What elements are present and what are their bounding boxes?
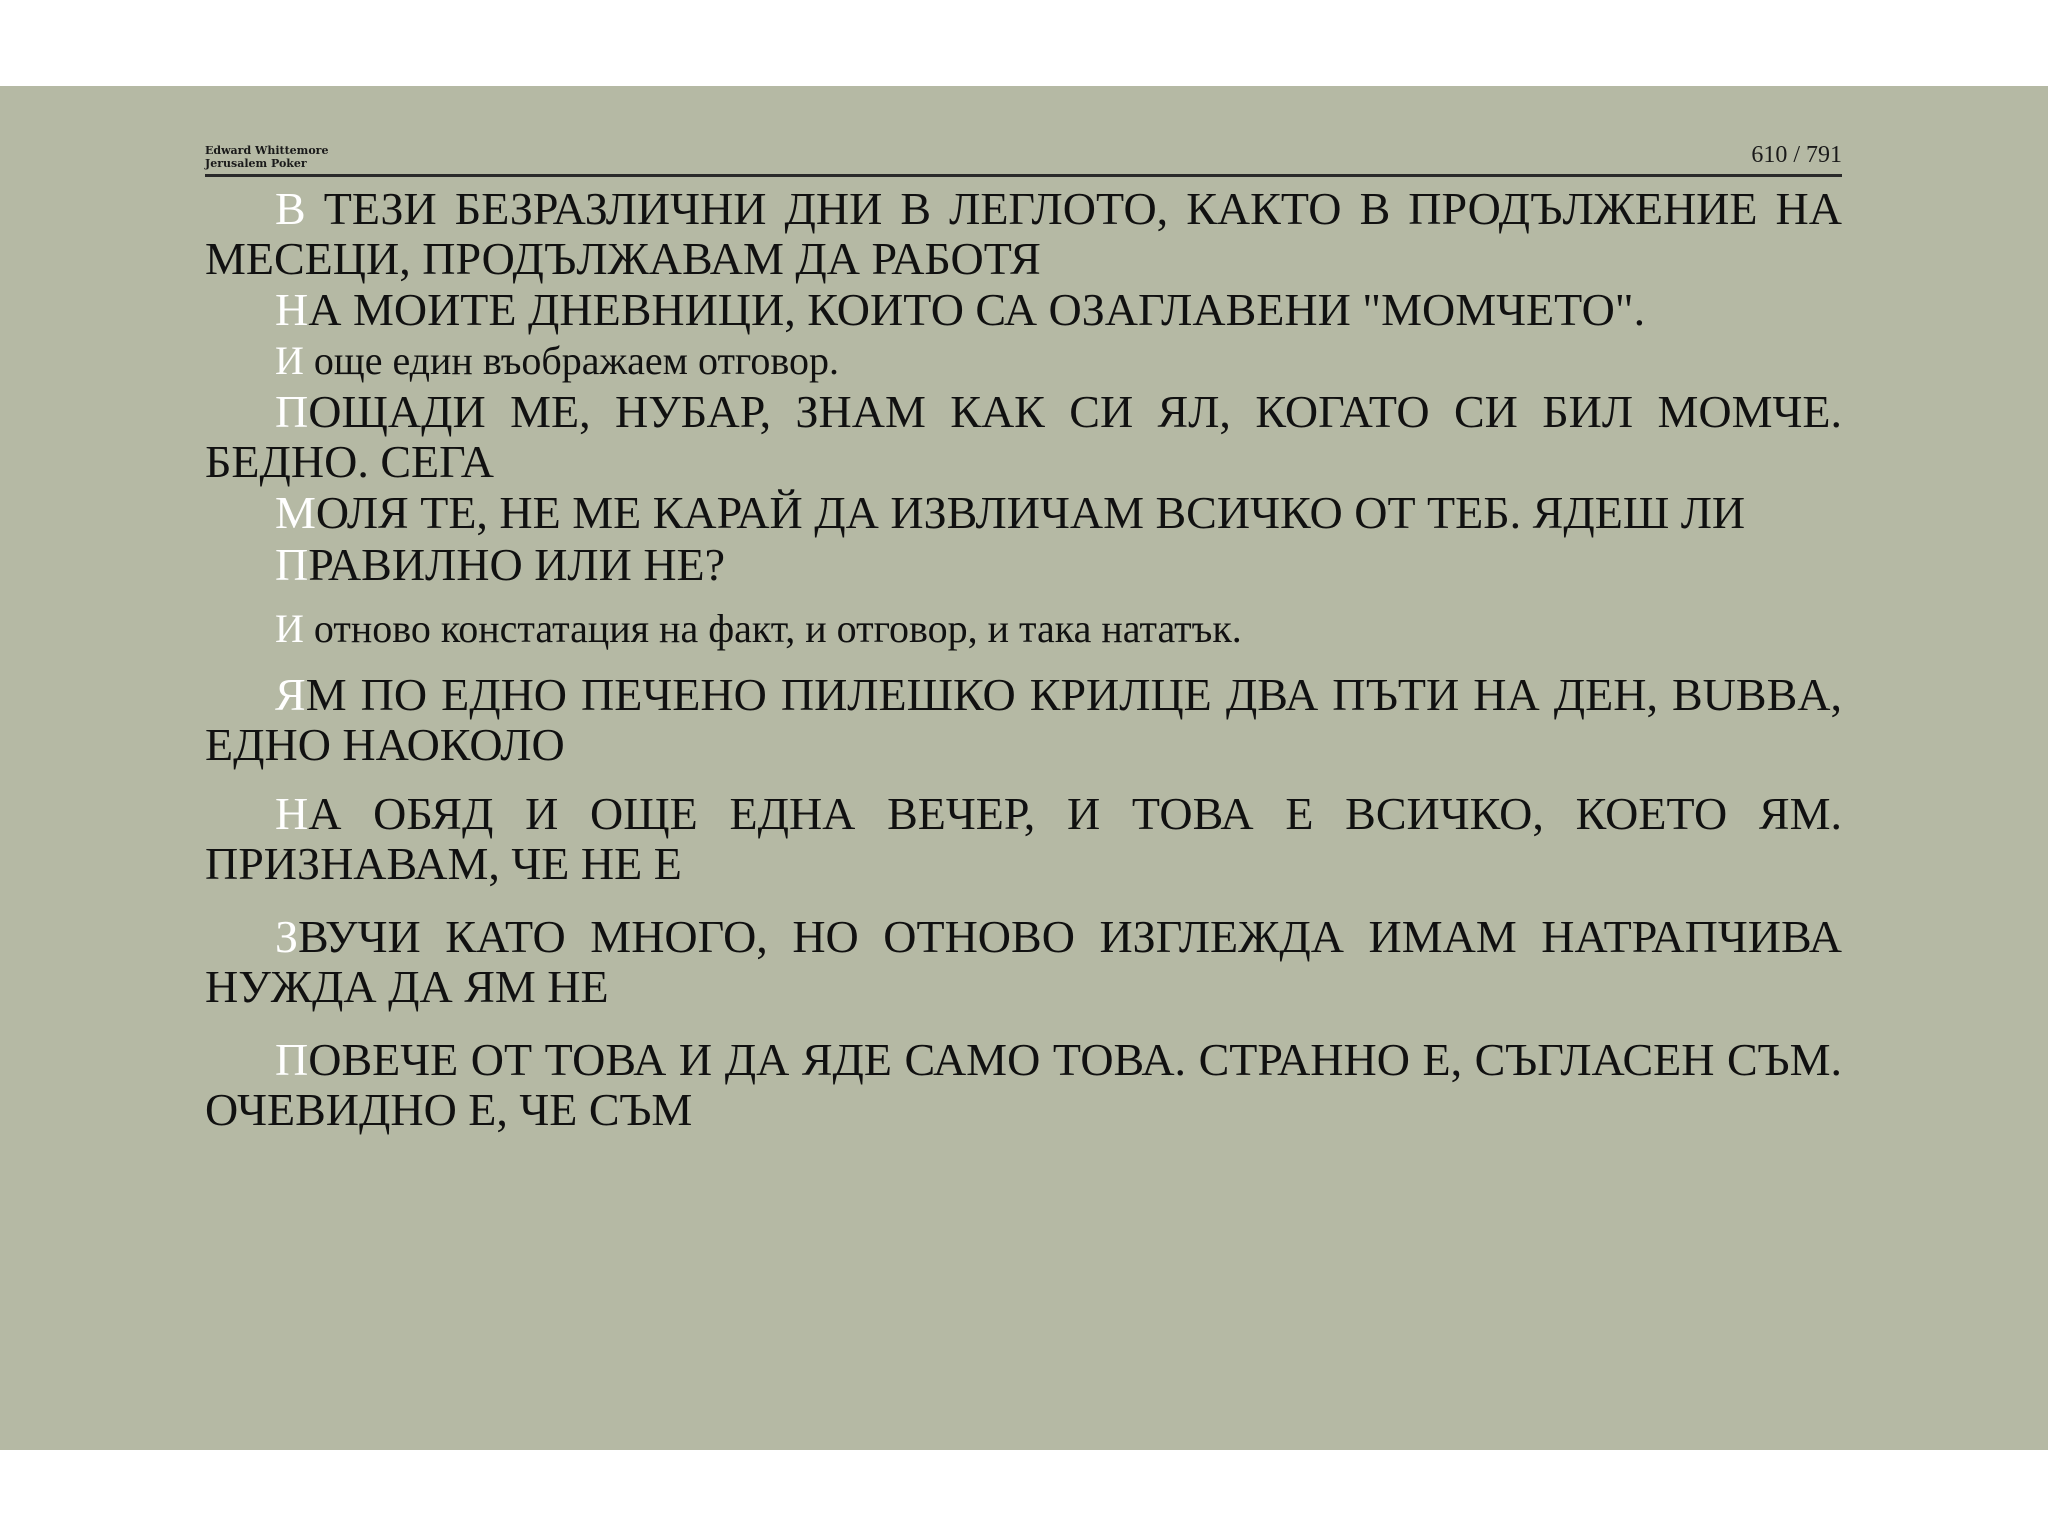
drop-initial: П: [275, 1034, 309, 1085]
drop-initial: И: [275, 606, 304, 651]
paragraph-text: А ОБЯД И ОЩЕ ЕДНА ВЕЧЕР, И ТОВА Е ВСИЧКО, КОЕТО ЯМ. ПРИЗНАВАМ, ЧЕ НЕ Е: [205, 788, 1842, 889]
paragraph-text: още един въображаем отговор.: [303, 338, 839, 383]
drop-initial: П: [275, 386, 309, 437]
paragraph: [205, 540, 1842, 590]
drop-initial: Н: [275, 284, 309, 335]
paragraph-text: РАВИЛНО ИЛИ НЕ?: [308, 539, 726, 590]
paragraph: [205, 285, 1842, 335]
page-header: [205, 134, 1842, 177]
page-indicator: 610 / 791: [1751, 142, 1842, 168]
paragraph: [205, 387, 1842, 487]
paragraph-text: М ПО ЕДНО ПЕЧЕНО ПИЛЕШКО КРИЛЦЕ ДВА ПЪТИ НА ДЕН, BUBBA, ЕДНО НАОКОЛО: [205, 669, 1842, 770]
paragraph: [205, 789, 1842, 889]
drop-initial: П: [275, 539, 309, 590]
author-name: Edward Whittemore: [205, 144, 329, 157]
paragraph-text: ВУЧИ КАТО МНОГО, НО ОТНОВО ИЗГЛЕЖДА ИМАМ НАТРАПЧИВА НУЖДА ДА ЯМ НЕ: [205, 911, 1842, 1012]
paragraph-text: ОЛЯ ТЕ, НЕ МЕ КАРАЙ ДА ИЗВЛИЧАМ ВСИЧКО ОТ ТЕБ. ЯДЕШ ЛИ: [315, 487, 1746, 538]
page-body: [205, 184, 1842, 1135]
paragraph-text: ТЕЗИ БЕЗРАЗЛИЧНИ ДНИ В ЛЕГЛОТО, КАКТО В ПРОДЪЛЖЕНИЕ НА МЕСЕЦИ, ПРОДЪЛЖАВАМ ДА РАБОТЯ: [205, 183, 1842, 284]
paragraph: [205, 670, 1842, 770]
drop-initial: В: [275, 183, 306, 234]
paragraph: [205, 912, 1842, 1012]
paragraph-text: отново констатация на факт, и отговор, и така нататък.: [303, 606, 1242, 651]
paragraph: [205, 604, 1842, 654]
drop-initial: Н: [275, 788, 309, 839]
paragraph-text: А МОИТЕ ДНЕВНИЦИ, КОИТО СА ОЗАГЛАВЕНИ "МОМЧЕТО".: [308, 284, 1646, 335]
paragraph-text: ОЩАДИ МЕ, НУБАР, ЗНАМ КАК СИ ЯЛ, КОГАТО СИ БИЛ МОМЧЕ. БЕДНО. СЕГА: [205, 386, 1842, 487]
drop-initial: З: [275, 911, 299, 962]
drop-initial: М: [275, 487, 316, 538]
drop-initial: И: [275, 338, 304, 383]
paragraph-text: ОВЕЧЕ ОТ ТОВА И ДА ЯДЕ САМО ТОВА. СТРАННО Е, СЪГЛАСЕН СЪМ. ОЧЕВИДНО Е, ЧЕ СЪМ: [205, 1034, 1842, 1135]
paragraph: [205, 488, 1842, 538]
drop-initial: Я: [275, 669, 306, 720]
paragraph: [205, 1035, 1842, 1135]
book-info: [205, 144, 328, 170]
paragraph: [205, 336, 1842, 386]
paragraph: [205, 184, 1842, 284]
book-title: Jerusalem Poker: [205, 157, 307, 170]
